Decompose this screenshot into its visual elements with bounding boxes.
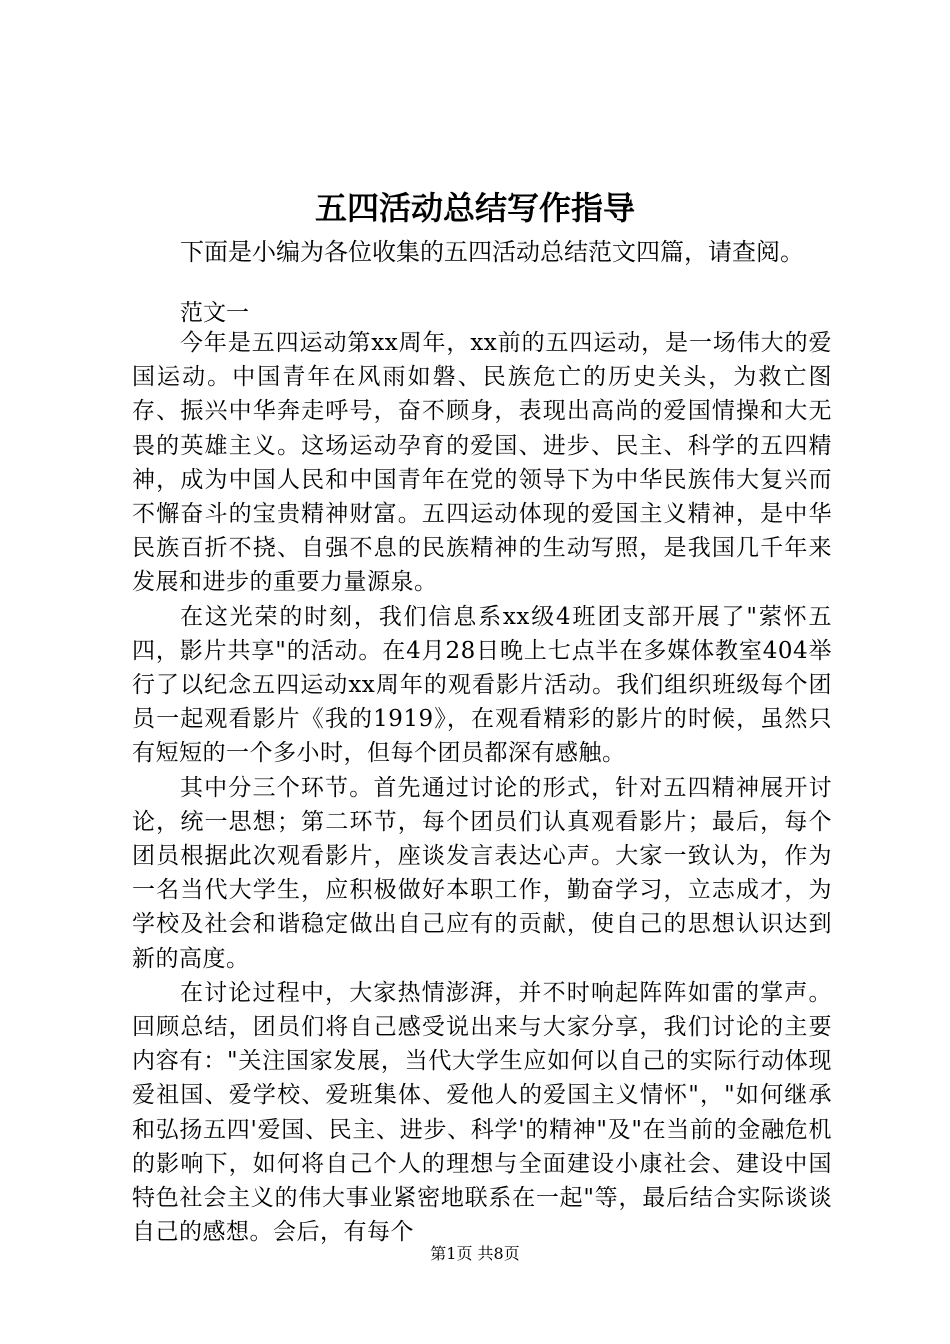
page-title: 五四活动总结写作指导 [314, 189, 635, 227]
paragraph: 其中分三个环节。首先通过讨论的形式，针对五四精神展开讨论，统一思想；第二环节，每个团员们认真观看影片；最后，每个团员根据此次观看影片，座谈发言表达心声。大家一致认为，作为一名当代大学生，应积极做好本职工作，勤奋学习，立志成才，为学校及社会和谐稳定做出自己应有的贡献，使自己的思想认识达到新的高度。 [132, 774, 832, 972]
paragraph: 今年是五四运动第xx周年，xx前的五四运动，是一场伟大的爱国运动。中国青年在风雨如磐、民族危亡的历史关头，为救亡图存、振兴中华奔走呼号，奋不顾身，表现出高尚的爱国情操和大无畏的英雄主义。这场运动孕育的爱国、进步、民主、科学的五四精神，成为中国人民和中国青年在党的领导下为中华民族伟大复兴而不懈奋斗的宝贵精神财富。五四运动体现的爱国主义精神，是中华民族百折不挠、自强不息的民族精神的生动写照，是我国几千年来发展和进步的重要力量源泉。 [132, 330, 832, 596]
paragraph: 在这光荣的时刻，我们信息系xx级4班团支部开展了"萦怀五四，影片共享"的活动。在4月28日晚上七点半在多媒体教室404举行了以纪念五四运动xx周年的观看影片活动。我们组织班级每个团员一起观看影片《我的1919》，在观看精彩的影片的时候，虽然只有短短的一个多小时，但每个团员都深有感触。 [132, 603, 832, 767]
section-heading: 范文一 [180, 300, 249, 326]
page-footer: 第1页 共8页 [430, 1244, 520, 1263]
intro-paragraph: 下面是小编为各位收集的五四活动总结范文四篇，请查阅。 [180, 238, 804, 266]
article-body [132, 326, 832, 1249]
paragraph: 在讨论过程中，大家热情澎湃，并不时响起阵阵如雷的掌声。回顾总结，团员们将自己感受说出来与大家分享，我们讨论的主要内容有："关注国家发展，当代大学生应如何以自己的实际行动体现爱祖国、爱学校、爱班集体、爱他人的爱国主义情怀"，"如何继承和弘扬五四'爱国、民主、进步、科学'的精神"及"在当前的金融危机的影响下，如何将自己个人的理想与全面建设小康社会、建设中国特色社会主义的伟大事业紧密地联系在一起"等，最后结合实际谈谈自己的感想。会后，有每个 [132, 979, 832, 1246]
